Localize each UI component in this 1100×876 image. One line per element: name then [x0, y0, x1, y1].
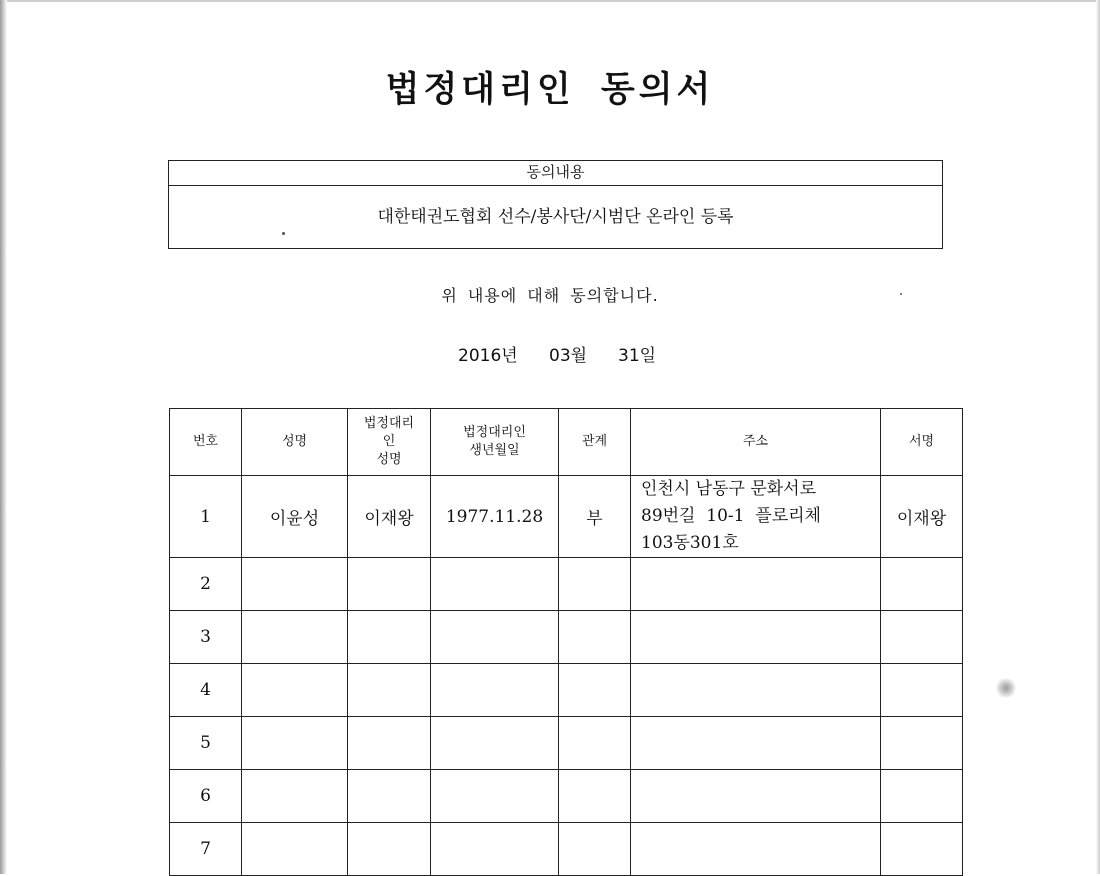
row-address — [631, 558, 881, 611]
guardian-table — [169, 408, 963, 876]
date-day: 31일 — [618, 346, 657, 366]
header-signature: 서명 — [881, 409, 963, 476]
table-row — [170, 558, 963, 611]
row-signature — [881, 558, 963, 611]
row-name — [242, 558, 348, 611]
header-no: 번호 — [170, 409, 242, 476]
row-number: 2 — [170, 558, 242, 611]
row-relation — [559, 717, 631, 770]
scan-top-edge — [0, 0, 1100, 2]
row-number: 1 — [170, 476, 242, 558]
row-guardian-name — [348, 770, 431, 823]
row-relation — [559, 823, 631, 876]
header-address: 주소 — [631, 409, 881, 476]
row-relation — [559, 558, 631, 611]
row-number: 6 — [170, 770, 242, 823]
row-guardian-name — [348, 558, 431, 611]
row-guardian-birth: 1977.11.28 — [431, 476, 559, 558]
agreement-statement: 위 내용에 대해 동의합니다. — [441, 286, 659, 305]
row-address — [631, 770, 881, 823]
row-guardian-name — [348, 823, 431, 876]
header-guardian-birth: 법정대리인 생년월일 — [431, 409, 559, 476]
table-header-row — [170, 409, 963, 476]
scan-speck — [900, 293, 902, 295]
table-row — [170, 611, 963, 664]
row-signature — [881, 717, 963, 770]
row-relation — [559, 664, 631, 717]
document-title: 법정대리인 동의서 — [385, 70, 715, 110]
row-number: 5 — [170, 717, 242, 770]
consent-header: 동의내용 — [169, 161, 942, 186]
row-address — [631, 717, 881, 770]
row-name — [242, 611, 348, 664]
table-row — [170, 476, 963, 558]
row-guardian-birth — [431, 823, 559, 876]
header-relation: 관계 — [559, 409, 631, 476]
row-guardian-name — [348, 717, 431, 770]
row-guardian-birth — [431, 770, 559, 823]
consent-content: 대한태권도협회 선수/봉사단/시범단 온라인 등록 — [377, 207, 734, 227]
row-relation: 부 — [559, 476, 631, 558]
consent-box — [168, 160, 943, 249]
row-name: 이윤성 — [242, 476, 348, 558]
row-relation — [559, 611, 631, 664]
row-name — [242, 717, 348, 770]
row-address: 인천시 남동구 문화서로 89번길 10-1 플로리체 103동301호 — [631, 476, 881, 558]
table-row — [170, 770, 963, 823]
scan-right-edge — [1096, 0, 1100, 874]
row-guardian-name — [348, 664, 431, 717]
table-row — [170, 823, 963, 876]
row-signature — [881, 611, 963, 664]
row-guardian-name — [348, 611, 431, 664]
date-year: 2016년 — [458, 346, 518, 366]
row-number: 4 — [170, 664, 242, 717]
row-guardian-birth — [431, 611, 559, 664]
header-name: 성명 — [242, 409, 348, 476]
row-address — [631, 611, 881, 664]
row-guardian-birth — [431, 664, 559, 717]
row-relation — [559, 770, 631, 823]
row-name — [242, 664, 348, 717]
row-number: 7 — [170, 823, 242, 876]
scan-speck — [282, 232, 285, 235]
table-row — [170, 717, 963, 770]
row-address — [631, 823, 881, 876]
header-guardian-name: 법정대리 인 성명 — [348, 409, 431, 476]
row-guardian-name: 이재왕 — [348, 476, 431, 558]
table-row — [170, 664, 963, 717]
row-guardian-birth — [431, 558, 559, 611]
row-signature: 이재왕 — [881, 476, 963, 558]
row-number: 3 — [170, 611, 242, 664]
scan-smudge — [995, 678, 1017, 698]
row-name — [242, 823, 348, 876]
row-address — [631, 664, 881, 717]
scan-left-edge — [0, 0, 7, 874]
row-name — [242, 770, 348, 823]
row-guardian-birth — [431, 717, 559, 770]
date-month: 03월 — [549, 346, 588, 366]
row-signature — [881, 664, 963, 717]
row-signature — [881, 823, 963, 876]
row-signature — [881, 770, 963, 823]
